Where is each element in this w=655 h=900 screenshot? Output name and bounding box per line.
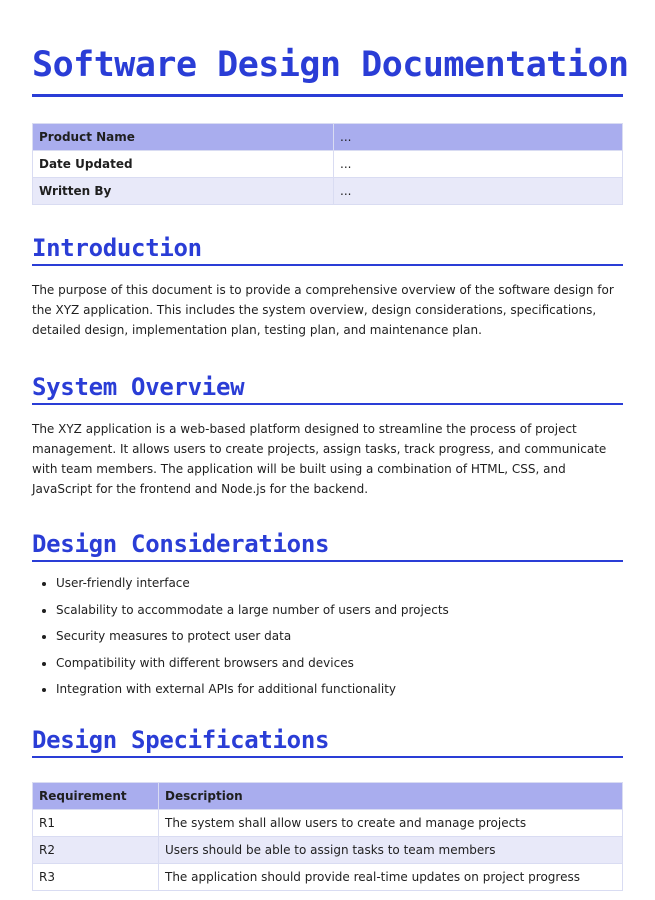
description-cell: The application should provide real-time updates on project progress [159,864,623,891]
introduction-heading: Introduction [32,233,623,266]
column-header-requirement: Requirement [33,783,159,810]
metadata-label: Written By [33,178,334,205]
system-overview-heading: System Overview [32,372,623,405]
introduction-section [32,233,623,340]
metadata-value: ... [334,124,623,151]
design-specifications-heading: Design Specifications [32,725,623,758]
description-cell: The system shall allow users to create and manage projects [159,810,623,837]
design-considerations-section [32,529,623,698]
requirement-cell: R1 [33,810,159,837]
list-item: • Scalability to accommodate a large number of users and projects [56,601,623,619]
metadata-label: Date Updated [33,151,334,178]
document-page [32,0,629,891]
list-item: • Integration with external APIs for additional functionality [56,680,623,698]
metadata-row-product-name [33,124,623,151]
system-overview-section [32,372,623,499]
metadata-value: ... [334,151,623,178]
design-considerations-list [32,574,623,698]
introduction-text: The purpose of this document is to provide a comprehensive overview of the software design for the XYZ application. This includes the system overview, design considerations, specifications, detailed design, implementation plan, testing plan, and maintenance plan. [32,283,614,337]
table-row [33,810,623,837]
document-title: Software Design Documentation [32,44,623,97]
table-header-row [33,783,623,810]
description-cell: Users should be able to assign tasks to team members [159,837,623,864]
requirement-cell: R2 [33,837,159,864]
table-row [33,864,623,891]
design-considerations-heading: Design Considerations [32,529,623,562]
specifications-table [32,782,623,891]
list-item: • Compatibility with different browsers and devices [56,654,623,672]
metadata-table [32,123,623,205]
list-item: • User-friendly interface [56,574,623,592]
metadata-row-date-updated [33,151,623,178]
design-specifications-section [32,725,623,891]
column-header-description: Description [159,783,623,810]
list-item: • Security measures to protect user data [56,627,623,645]
requirement-cell: R3 [33,864,159,891]
metadata-row-written-by [33,178,623,205]
system-overview-text: The XYZ application is a web-based platform designed to streamline the process of project management. It allows users to create projects, assign tasks, track progress, and communicate with team members. The application will be built using a combination of HTML, CSS, and JavaScript for the frontend and Node.js for the backend. [32,422,607,496]
metadata-label: Product Name [33,124,334,151]
metadata-value: ... [334,178,623,205]
table-row [33,837,623,864]
